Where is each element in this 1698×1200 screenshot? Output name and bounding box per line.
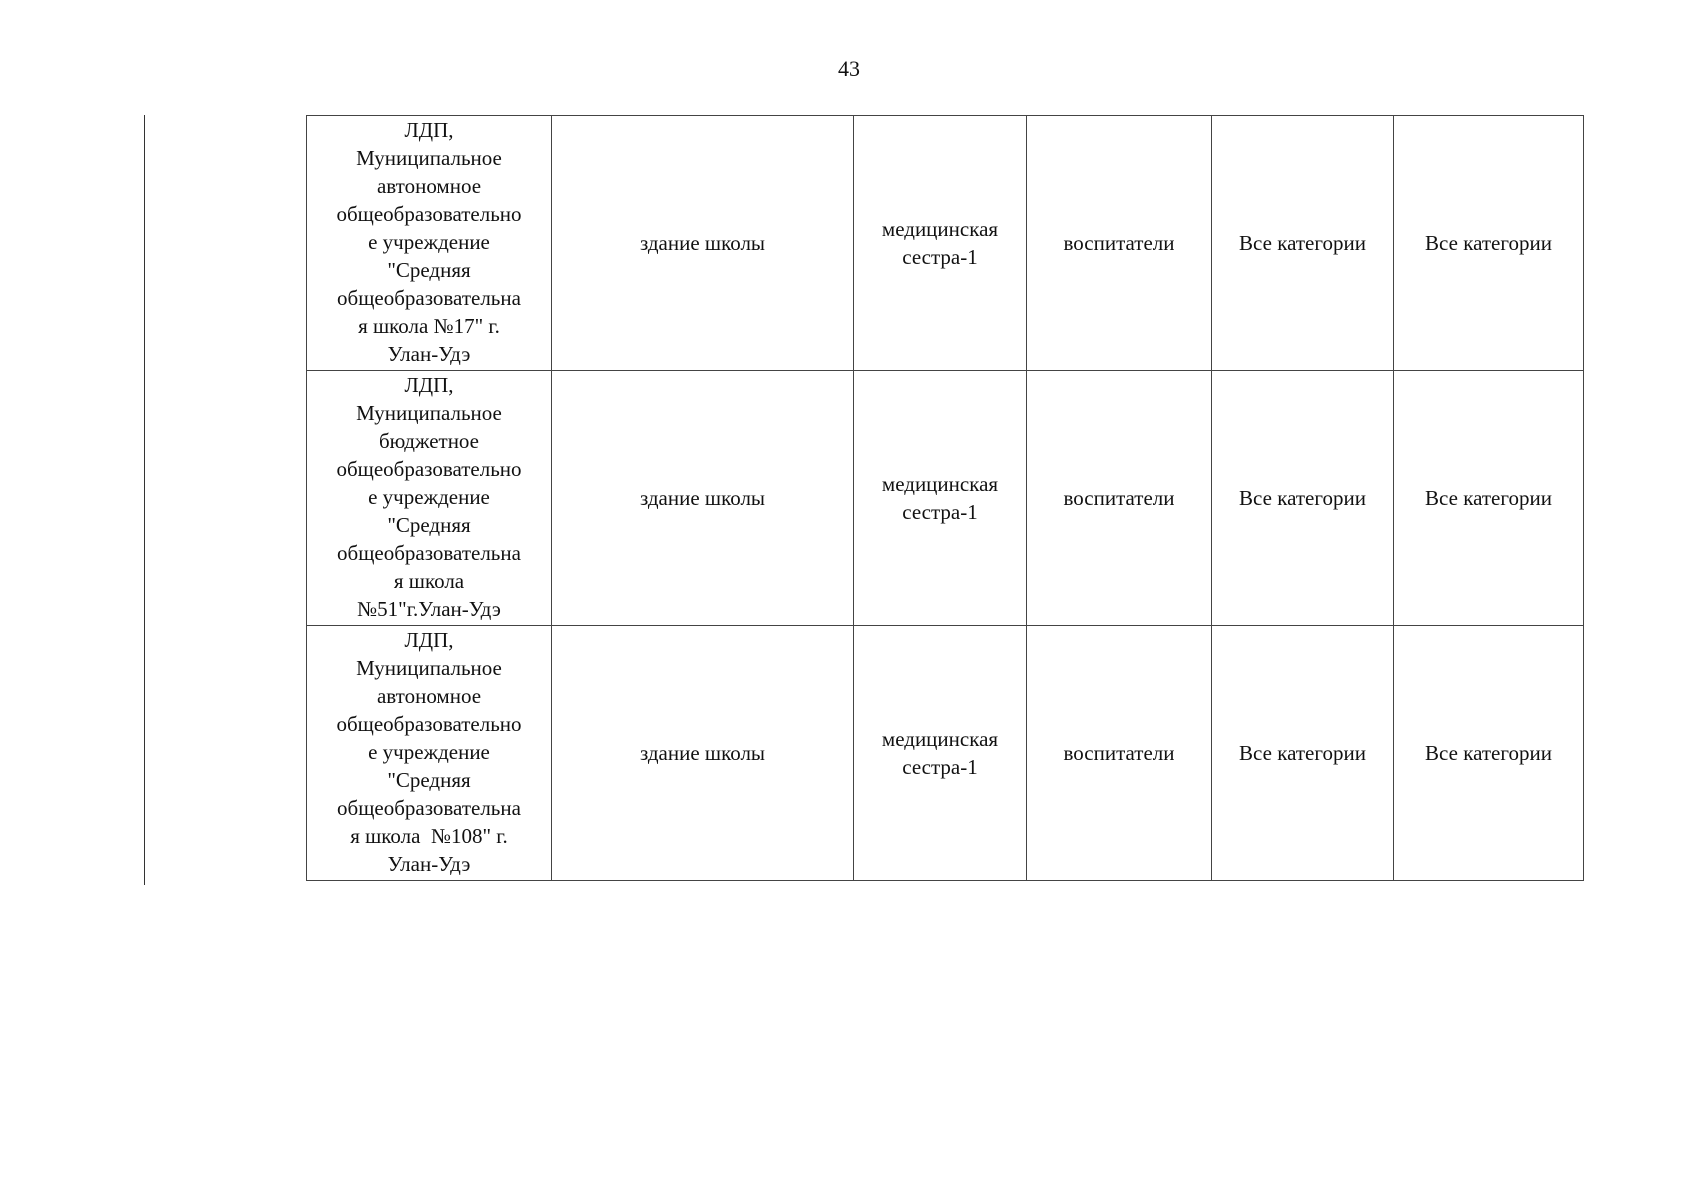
org-line: "Средняя bbox=[387, 767, 471, 792]
org-line: ЛДП, bbox=[404, 118, 454, 143]
location-cell: здание школы bbox=[552, 626, 854, 881]
org-line: Муниципальное bbox=[356, 401, 502, 426]
org-line: Улан-Удэ bbox=[387, 341, 471, 366]
category-cell: Все категории bbox=[1212, 626, 1394, 881]
medical-line: медицинская bbox=[881, 727, 999, 751]
org-line: "Средняя bbox=[387, 257, 471, 282]
location-cell: здание школы bbox=[552, 116, 854, 371]
medical-staff-cell bbox=[854, 626, 1027, 881]
org-line: Муниципальное bbox=[356, 146, 502, 171]
category-cell: Все категории bbox=[1394, 371, 1584, 626]
margin-line bbox=[144, 115, 145, 885]
medical-staff-cell bbox=[854, 116, 1027, 371]
category-cell: Все категории bbox=[1394, 116, 1584, 371]
medical-line: медицинская bbox=[881, 217, 999, 241]
org-line: автономное bbox=[376, 174, 482, 199]
org-line: ЛДП, bbox=[404, 628, 454, 653]
data-table bbox=[306, 115, 1584, 881]
table-row bbox=[307, 626, 1584, 881]
category-cell: Все категории bbox=[1212, 371, 1394, 626]
medical-staff-cell bbox=[854, 371, 1027, 626]
org-line: е учреждение bbox=[368, 485, 490, 510]
org-cell bbox=[307, 626, 552, 881]
category-cell: Все категории bbox=[1212, 116, 1394, 371]
org-line: общеобразовательна bbox=[337, 795, 521, 820]
org-line: "Средняя bbox=[387, 512, 471, 537]
org-line: ЛДП, bbox=[404, 373, 454, 398]
medical-line: сестра-1 bbox=[902, 500, 978, 524]
location-cell: здание школы bbox=[552, 371, 854, 626]
org-line: общеобразовательна bbox=[337, 540, 521, 565]
org-cell bbox=[307, 371, 552, 626]
staff-cell: воспитатели bbox=[1027, 116, 1212, 371]
table-row bbox=[307, 371, 1584, 626]
category-cell: Все категории bbox=[1394, 626, 1584, 881]
medical-line: сестра-1 bbox=[902, 245, 978, 269]
org-line: Улан-Удэ bbox=[387, 851, 471, 876]
staff-cell: воспитатели bbox=[1027, 626, 1212, 881]
medical-line: сестра-1 bbox=[902, 755, 978, 779]
org-line: е учреждение bbox=[368, 740, 490, 765]
org-line: е учреждение bbox=[368, 230, 490, 255]
org-line: я школа №108" г. bbox=[350, 823, 508, 848]
org-line: автономное bbox=[376, 684, 482, 709]
org-line: Муниципальное bbox=[356, 656, 502, 681]
org-line: общеобразовательно bbox=[336, 457, 522, 482]
org-line: №51"г.Улан-Удэ bbox=[357, 596, 501, 621]
org-line: общеобразовательно bbox=[336, 712, 522, 737]
org-line: бюджетное bbox=[378, 429, 480, 454]
org-line: общеобразовательна bbox=[337, 285, 521, 310]
org-cell bbox=[307, 116, 552, 371]
table-row bbox=[307, 116, 1584, 371]
org-line: я школа №17" г. bbox=[358, 313, 500, 338]
org-line: я школа bbox=[393, 568, 465, 593]
page-number: 43 bbox=[838, 56, 860, 81]
staff-cell: воспитатели bbox=[1027, 371, 1212, 626]
org-line: общеобразовательно bbox=[336, 202, 522, 227]
medical-line: медицинская bbox=[881, 472, 999, 496]
